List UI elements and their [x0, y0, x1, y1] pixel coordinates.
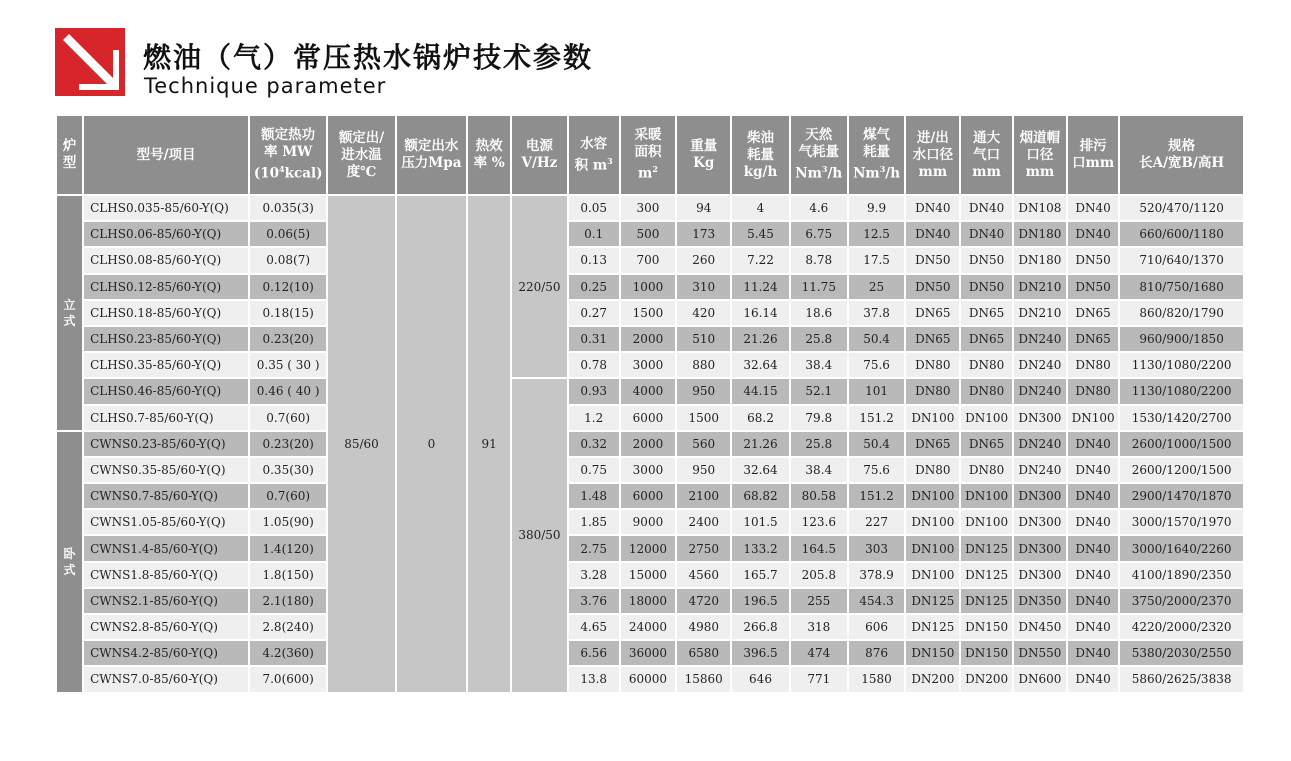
col-drain: 排污 口mm [1068, 116, 1118, 194]
diesel-cell: 646 [732, 667, 788, 691]
drain-cell: DN40 [1068, 196, 1118, 220]
model-cell: CLHS0.08-85/60-Y(Q) [84, 248, 248, 272]
area-cell: 500 [621, 222, 675, 246]
inout-cell: DN40 [906, 196, 959, 220]
coal-cell: 75.6 [849, 458, 904, 482]
weight-cell: 1500 [677, 406, 730, 430]
table-row [57, 248, 1243, 272]
water-cell: 4.65 [569, 615, 619, 639]
spec-cell: 4100/1890/2350 [1120, 563, 1243, 587]
drain-cell: DN50 [1068, 248, 1118, 272]
flue-cell: DN300 [1014, 536, 1066, 560]
drain-cell: DN40 [1068, 563, 1118, 587]
supply-220-cell: 220/50 [512, 196, 566, 377]
weight-cell: 4720 [677, 589, 730, 613]
col-natural-gas: 天然 气耗量 Nm$^3$/h [791, 116, 847, 194]
inout-cell: DN50 [906, 248, 959, 272]
diesel-cell: 32.64 [732, 458, 788, 482]
water-cell: 0.32 [569, 432, 619, 456]
gas-cell: 205.8 [791, 563, 847, 587]
gas-cell: 11.75 [791, 275, 847, 299]
area-cell: 24000 [621, 615, 675, 639]
vent-cell: DN65 [961, 432, 1011, 456]
coal-cell: 9.9 [849, 196, 904, 220]
col-temperature: 额定出/ 进水温 度℃ [328, 116, 394, 194]
power-cell: 4.2(360) [250, 641, 326, 665]
gas-cell: 255 [791, 589, 847, 613]
vent-cell: DN40 [961, 222, 1011, 246]
drain-cell: DN65 [1068, 301, 1118, 325]
table-row [57, 301, 1243, 325]
weight-cell: 260 [677, 248, 730, 272]
table-row [57, 641, 1243, 665]
power-cell: 1.4(120) [250, 536, 326, 560]
area-cell: 6000 [621, 484, 675, 508]
flue-cell: DN210 [1014, 301, 1066, 325]
spec-cell: 960/900/1850 [1120, 327, 1243, 351]
weight-cell: 2750 [677, 536, 730, 560]
model-cell: CWNS2.1-85/60-Y(Q) [84, 589, 248, 613]
coal-cell: 50.4 [849, 432, 904, 456]
area-cell: 700 [621, 248, 675, 272]
model-cell: CWNS1.8-85/60-Y(Q) [84, 563, 248, 587]
efficiency-cell: 91 [468, 196, 510, 692]
power-cell: 0.08(7) [250, 248, 326, 272]
inout-cell: DN200 [906, 667, 959, 691]
area-cell: 18000 [621, 589, 675, 613]
drain-cell: DN40 [1068, 222, 1118, 246]
vent-cell: DN50 [961, 275, 1011, 299]
inout-cell: DN100 [906, 563, 959, 587]
area-cell: 15000 [621, 563, 675, 587]
water-cell: 1.85 [569, 510, 619, 534]
col-water-volume: 水容 积 $m^3$ [569, 116, 619, 194]
coal-cell: 101 [849, 379, 904, 403]
spec-cell: 4220/2000/2320 [1120, 615, 1243, 639]
diesel-cell: 165.7 [732, 563, 788, 587]
model-cell: CWNS4.2-85/60-Y(Q) [84, 641, 248, 665]
vent-cell: DN125 [961, 563, 1011, 587]
inout-cell: DN100 [906, 406, 959, 430]
model-cell: CLHS0.7-85/60-Y(Q) [84, 406, 248, 430]
inout-cell: DN125 [906, 589, 959, 613]
model-cell: CLHS0.35-85/60-Y(Q) [84, 353, 248, 377]
water-cell: 1.2 [569, 406, 619, 430]
drain-cell: DN40 [1068, 641, 1118, 665]
inout-cell: DN125 [906, 615, 959, 639]
weight-cell: 950 [677, 458, 730, 482]
flue-cell: DN300 [1014, 510, 1066, 534]
vent-cell: DN50 [961, 248, 1011, 272]
gas-cell: 79.8 [791, 406, 847, 430]
water-cell: 0.05 [569, 196, 619, 220]
gas-cell: 4.6 [791, 196, 847, 220]
col-efficiency: 热效 率 % [468, 116, 510, 194]
col-type: 炉型 [57, 116, 82, 194]
spec-cell: 710/640/1370 [1120, 248, 1243, 272]
water-cell: 0.78 [569, 353, 619, 377]
table-row [57, 196, 1243, 220]
pressure-cell: 0 [397, 196, 466, 692]
type-vertical-cell: 立 式 [57, 196, 82, 430]
drain-cell: DN80 [1068, 353, 1118, 377]
spec-cell: 2900/1470/1870 [1120, 484, 1243, 508]
water-cell: 3.76 [569, 589, 619, 613]
power-cell: 1.8(150) [250, 563, 326, 587]
area-cell: 4000 [621, 379, 675, 403]
diesel-cell: 133.2 [732, 536, 788, 560]
spec-cell: 660/600/1180 [1120, 222, 1243, 246]
model-cell: CWNS2.8-85/60-Y(Q) [84, 615, 248, 639]
diesel-cell: 32.64 [732, 353, 788, 377]
col-power-supply: 电源 V/Hz [512, 116, 566, 194]
drain-cell: DN40 [1068, 589, 1118, 613]
spec-cell: 5380/2030/2550 [1120, 641, 1243, 665]
drain-cell: DN40 [1068, 484, 1118, 508]
flue-cell: DN350 [1014, 589, 1066, 613]
table-row [57, 379, 1243, 403]
area-cell: 2000 [621, 327, 675, 351]
inout-cell: DN100 [906, 536, 959, 560]
page-subtitle: Technique parameter [144, 74, 387, 98]
water-cell: 0.13 [569, 248, 619, 272]
area-cell: 1000 [621, 275, 675, 299]
inout-cell: DN150 [906, 641, 959, 665]
weight-cell: 15860 [677, 667, 730, 691]
gas-cell: 8.78 [791, 248, 847, 272]
model-cell: CWNS1.05-85/60-Y(Q) [84, 510, 248, 534]
inout-cell: DN80 [906, 379, 959, 403]
table-row [57, 536, 1243, 560]
temperature-cell: 85/60 [328, 196, 394, 692]
flue-cell: DN600 [1014, 667, 1066, 691]
area-cell: 3000 [621, 458, 675, 482]
gas-cell: 38.4 [791, 458, 847, 482]
model-cell: CLHS0.035-85/60-Y(Q) [84, 196, 248, 220]
table-row [57, 353, 1243, 377]
col-pressure: 额定出水 压力Mpa [397, 116, 466, 194]
col-vent: 通大 气口 mm [961, 116, 1011, 194]
coal-cell: 606 [849, 615, 904, 639]
spec-cell: 860/820/1790 [1120, 301, 1243, 325]
gas-cell: 771 [791, 667, 847, 691]
table-row [57, 458, 1243, 482]
col-diesel: 柴油 耗量 kg/h [732, 116, 788, 194]
parameter-table [55, 114, 1245, 694]
flue-cell: DN240 [1014, 327, 1066, 351]
diesel-cell: 11.24 [732, 275, 788, 299]
model-cell: CWNS0.7-85/60-Y(Q) [84, 484, 248, 508]
water-cell: 1.48 [569, 484, 619, 508]
water-cell: 13.8 [569, 667, 619, 691]
weight-cell: 6580 [677, 641, 730, 665]
diesel-cell: 21.26 [732, 327, 788, 351]
area-cell: 2000 [621, 432, 675, 456]
inout-cell: DN65 [906, 327, 959, 351]
flue-cell: DN450 [1014, 615, 1066, 639]
water-cell: 0.75 [569, 458, 619, 482]
spec-cell: 3000/1570/1970 [1120, 510, 1243, 534]
weight-cell: 94 [677, 196, 730, 220]
inout-cell: DN50 [906, 275, 959, 299]
power-cell: 2.8(240) [250, 615, 326, 639]
coal-cell: 151.2 [849, 406, 904, 430]
diesel-cell: 101.5 [732, 510, 788, 534]
coal-cell: 1580 [849, 667, 904, 691]
gas-cell: 474 [791, 641, 847, 665]
weight-cell: 560 [677, 432, 730, 456]
power-cell: 7.0(600) [250, 667, 326, 691]
gas-cell: 18.6 [791, 301, 847, 325]
coal-cell: 37.8 [849, 301, 904, 325]
gas-cell: 25.8 [791, 432, 847, 456]
flue-cell: DN240 [1014, 379, 1066, 403]
spec-cell: 3750/2000/2370 [1120, 589, 1243, 613]
vent-cell: DN100 [961, 510, 1011, 534]
weight-cell: 310 [677, 275, 730, 299]
table-row [57, 484, 1243, 508]
model-cell: CLHS0.23-85/60-Y(Q) [84, 327, 248, 351]
gas-cell: 164.5 [791, 536, 847, 560]
vent-cell: DN80 [961, 458, 1011, 482]
power-cell: 0.7(60) [250, 406, 326, 430]
flue-cell: DN180 [1014, 248, 1066, 272]
supply-380-cell: 380/50 [512, 379, 566, 691]
water-cell: 6.56 [569, 641, 619, 665]
water-cell: 0.31 [569, 327, 619, 351]
flue-cell: DN210 [1014, 275, 1066, 299]
water-cell: 0.1 [569, 222, 619, 246]
drain-cell: DN65 [1068, 327, 1118, 351]
vent-cell: DN125 [961, 589, 1011, 613]
weight-cell: 510 [677, 327, 730, 351]
inout-cell: DN80 [906, 458, 959, 482]
diesel-cell: 16.14 [732, 301, 788, 325]
drain-cell: DN40 [1068, 432, 1118, 456]
power-cell: 0.35 ( 30 ) [250, 353, 326, 377]
flue-cell: DN300 [1014, 406, 1066, 430]
weight-cell: 4980 [677, 615, 730, 639]
gas-cell: 80.58 [791, 484, 847, 508]
inout-cell: DN65 [906, 432, 959, 456]
table-row [57, 563, 1243, 587]
diesel-cell: 68.82 [732, 484, 788, 508]
type-horizontal-cell: 卧 式 [57, 432, 82, 692]
power-cell: 0.23(20) [250, 432, 326, 456]
coal-cell: 303 [849, 536, 904, 560]
area-cell: 300 [621, 196, 675, 220]
spec-cell: 3000/1640/2260 [1120, 536, 1243, 560]
power-cell: 0.18(15) [250, 301, 326, 325]
flue-cell: DN550 [1014, 641, 1066, 665]
diesel-cell: 68.2 [732, 406, 788, 430]
diesel-cell: 21.26 [732, 432, 788, 456]
weight-cell: 880 [677, 353, 730, 377]
water-cell: 3.28 [569, 563, 619, 587]
gas-cell: 123.6 [791, 510, 847, 534]
drain-cell: DN40 [1068, 536, 1118, 560]
drain-cell: DN40 [1068, 510, 1118, 534]
table-row [57, 406, 1243, 430]
table-row [57, 667, 1243, 691]
area-cell: 12000 [621, 536, 675, 560]
model-cell: CWNS1.4-85/60-Y(Q) [84, 536, 248, 560]
inout-cell: DN80 [906, 353, 959, 377]
col-power: 额定热功 率 MW $(10^4kcal)$ [250, 116, 326, 194]
weight-cell: 420 [677, 301, 730, 325]
area-cell: 1500 [621, 301, 675, 325]
water-cell: 2.75 [569, 536, 619, 560]
spec-cell: 1130/1080/2200 [1120, 353, 1243, 377]
gas-cell: 52.1 [791, 379, 847, 403]
model-cell: CLHS0.12-85/60-Y(Q) [84, 275, 248, 299]
vent-cell: DN65 [961, 327, 1011, 351]
coal-cell: 25 [849, 275, 904, 299]
model-cell: CWNS7.0-85/60-Y(Q) [84, 667, 248, 691]
power-cell: 0.35(30) [250, 458, 326, 482]
brand-logo [55, 28, 125, 96]
flue-cell: DN300 [1014, 484, 1066, 508]
water-cell: 0.25 [569, 275, 619, 299]
inout-cell: DN65 [906, 301, 959, 325]
table-header-row [57, 116, 1243, 194]
drain-cell: DN80 [1068, 379, 1118, 403]
vent-cell: DN125 [961, 536, 1011, 560]
gas-cell: 38.4 [791, 353, 847, 377]
model-cell: CWNS0.23-85/60-Y(Q) [84, 432, 248, 456]
coal-cell: 50.4 [849, 327, 904, 351]
water-cell: 0.93 [569, 379, 619, 403]
col-spec: 规格 长A/宽B/高H [1120, 116, 1243, 194]
vent-cell: DN80 [961, 353, 1011, 377]
power-cell: 0.23(20) [250, 327, 326, 351]
power-cell: 0.035(3) [250, 196, 326, 220]
diesel-cell: 44.15 [732, 379, 788, 403]
drain-cell: DN40 [1068, 615, 1118, 639]
flue-cell: DN240 [1014, 353, 1066, 377]
inout-cell: DN100 [906, 510, 959, 534]
area-cell: 36000 [621, 641, 675, 665]
coal-cell: 75.6 [849, 353, 904, 377]
vent-cell: DN80 [961, 379, 1011, 403]
spec-cell: 520/470/1120 [1120, 196, 1243, 220]
spec-cell: 1530/1420/2700 [1120, 406, 1243, 430]
col-inlet-outlet: 进/出 水口径 mm [906, 116, 959, 194]
arrow-down-right-icon [55, 28, 125, 96]
table-row [57, 275, 1243, 299]
area-cell: 9000 [621, 510, 675, 534]
model-cell: CLHS0.18-85/60-Y(Q) [84, 301, 248, 325]
vent-cell: DN200 [961, 667, 1011, 691]
coal-cell: 151.2 [849, 484, 904, 508]
gas-cell: 318 [791, 615, 847, 639]
col-coal-gas: 煤气 耗量 Nm$^3$/h [849, 116, 904, 194]
area-cell: 3000 [621, 353, 675, 377]
table-row [57, 589, 1243, 613]
coal-cell: 454.3 [849, 589, 904, 613]
page-title: 燃油（气）常压热水锅炉技术参数 [143, 41, 594, 74]
col-weight: 重量 Kg [677, 116, 730, 194]
spec-cell: 2600/1000/1500 [1120, 432, 1243, 456]
table-row [57, 615, 1243, 639]
area-cell: 6000 [621, 406, 675, 430]
spec-cell: 2600/1200/1500 [1120, 458, 1243, 482]
table-row [57, 432, 1243, 456]
diesel-cell: 5.45 [732, 222, 788, 246]
col-flue: 烟道帽 口径 mm [1014, 116, 1066, 194]
gas-cell: 25.8 [791, 327, 847, 351]
area-cell: 60000 [621, 667, 675, 691]
weight-cell: 173 [677, 222, 730, 246]
diesel-cell: 196.5 [732, 589, 788, 613]
weight-cell: 2400 [677, 510, 730, 534]
col-model: 型号/项目 [84, 116, 248, 194]
diesel-cell: 396.5 [732, 641, 788, 665]
power-cell: 0.46 ( 40 ) [250, 379, 326, 403]
table-row [57, 222, 1243, 246]
table-row [57, 510, 1243, 534]
model-cell: CWNS0.35-85/60-Y(Q) [84, 458, 248, 482]
inout-cell: DN40 [906, 222, 959, 246]
flue-cell: DN108 [1014, 196, 1066, 220]
flue-cell: DN300 [1014, 563, 1066, 587]
vent-cell: DN100 [961, 484, 1011, 508]
diesel-cell: 7.22 [732, 248, 788, 272]
power-cell: 1.05(90) [250, 510, 326, 534]
spec-cell: 1130/1080/2200 [1120, 379, 1243, 403]
table-row [57, 327, 1243, 351]
coal-cell: 876 [849, 641, 904, 665]
weight-cell: 950 [677, 379, 730, 403]
coal-cell: 227 [849, 510, 904, 534]
col-heating-area: 采暖 面积 $m^2$ [621, 116, 675, 194]
vent-cell: DN65 [961, 301, 1011, 325]
drain-cell: DN40 [1068, 667, 1118, 691]
power-cell: 0.06(5) [250, 222, 326, 246]
coal-cell: 12.5 [849, 222, 904, 246]
drain-cell: DN40 [1068, 458, 1118, 482]
flue-cell: DN240 [1014, 432, 1066, 456]
coal-cell: 17.5 [849, 248, 904, 272]
water-cell: 0.27 [569, 301, 619, 325]
diesel-cell: 4 [732, 196, 788, 220]
power-cell: 0.12(10) [250, 275, 326, 299]
vent-cell: DN40 [961, 196, 1011, 220]
model-cell: CLHS0.06-85/60-Y(Q) [84, 222, 248, 246]
power-cell: 2.1(180) [250, 589, 326, 613]
weight-cell: 2100 [677, 484, 730, 508]
coal-cell: 378.9 [849, 563, 904, 587]
vent-cell: DN150 [961, 615, 1011, 639]
weight-cell: 4560 [677, 563, 730, 587]
drain-cell: DN100 [1068, 406, 1118, 430]
spec-cell: 5860/2625/3838 [1120, 667, 1243, 691]
vent-cell: DN150 [961, 641, 1011, 665]
inout-cell: DN100 [906, 484, 959, 508]
spec-cell: 810/750/1680 [1120, 275, 1243, 299]
diesel-cell: 266.8 [732, 615, 788, 639]
flue-cell: DN240 [1014, 458, 1066, 482]
gas-cell: 6.75 [791, 222, 847, 246]
flue-cell: DN180 [1014, 222, 1066, 246]
vent-cell: DN100 [961, 406, 1011, 430]
model-cell: CLHS0.46-85/60-Y(Q) [84, 379, 248, 403]
power-cell: 0.7(60) [250, 484, 326, 508]
drain-cell: DN50 [1068, 275, 1118, 299]
